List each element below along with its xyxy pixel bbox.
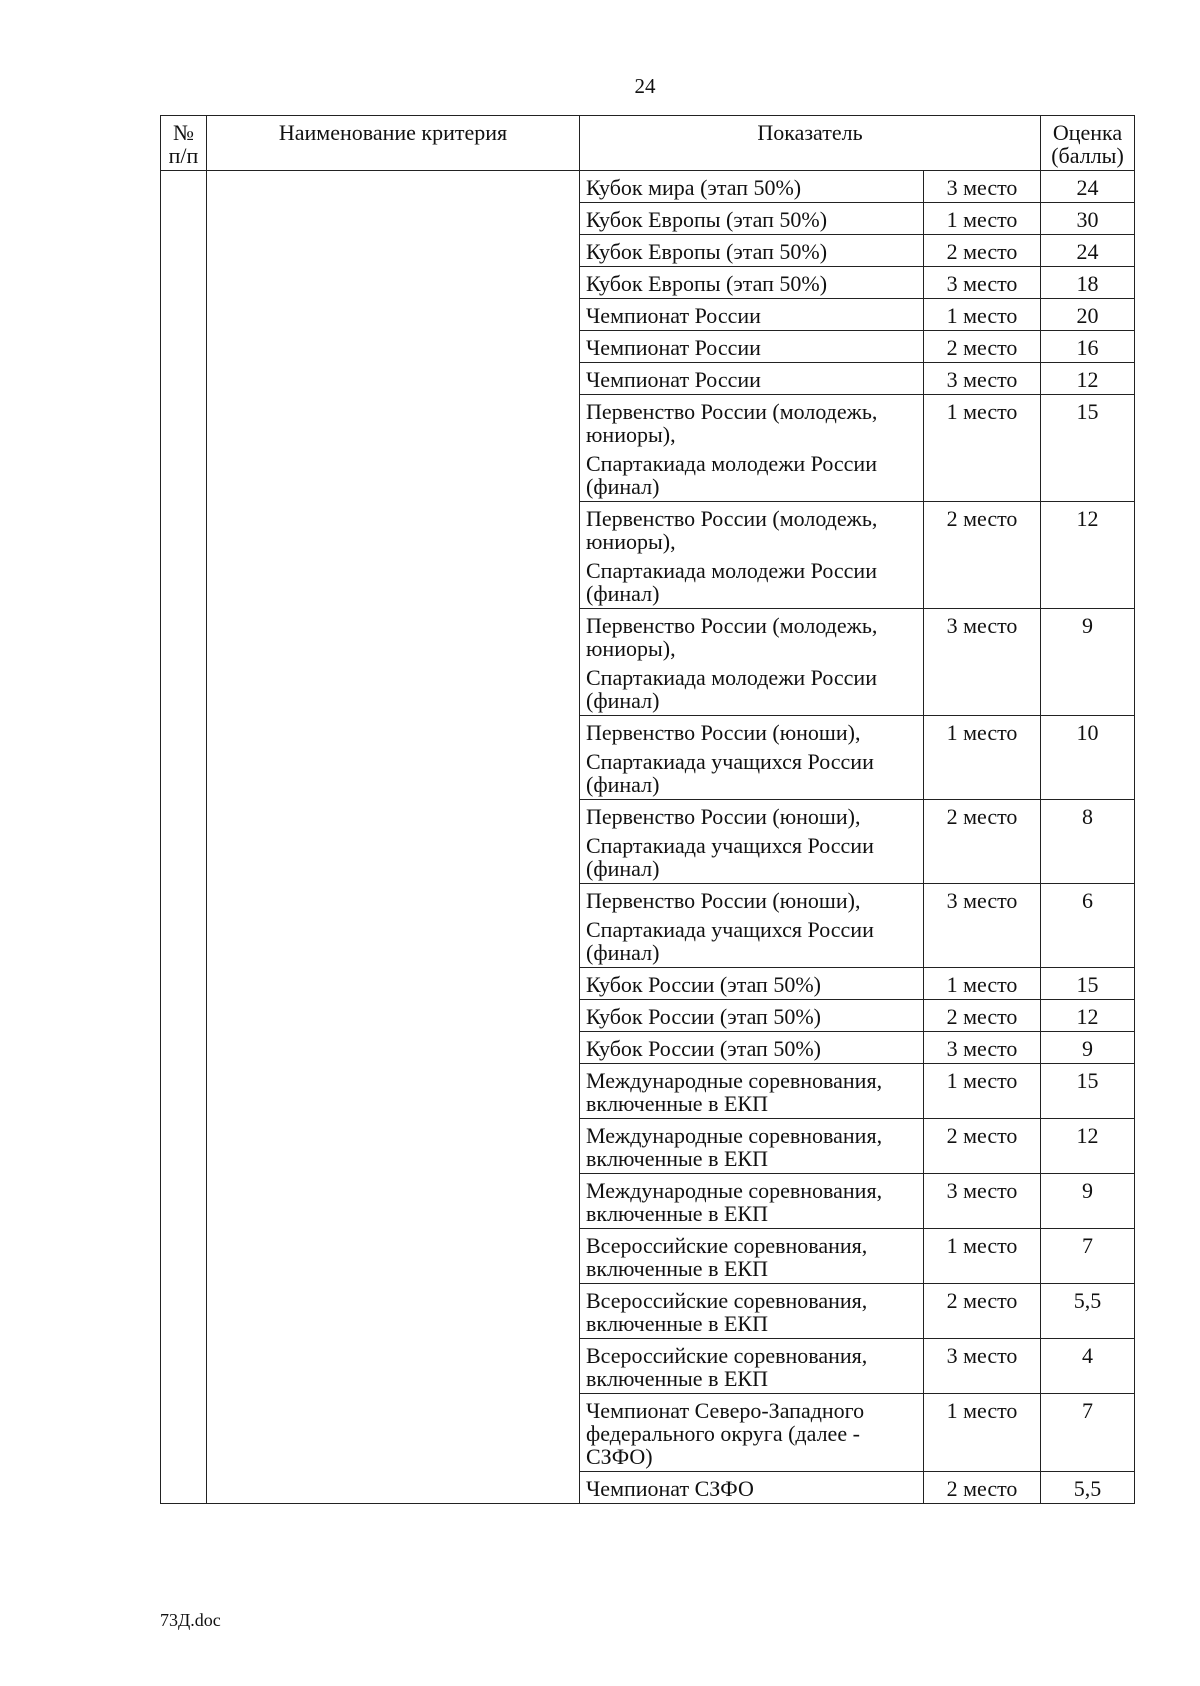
place-cell: 2 место xyxy=(924,235,1041,267)
indicator-cell xyxy=(580,267,924,299)
indicator-cell xyxy=(580,1032,924,1064)
indicator-text: Спартакиада учащихся России (финал) xyxy=(586,917,874,965)
score-cell: 12 xyxy=(1041,502,1135,609)
indicator-text: Чемпионат России xyxy=(586,367,761,392)
indicator-cell xyxy=(580,1174,924,1229)
indicator-cell xyxy=(580,1394,924,1472)
indicator-text: Первенство России (молодежь, юниоры), xyxy=(586,506,878,554)
place-cell: 3 место xyxy=(924,267,1041,299)
indicator-cell xyxy=(580,331,924,363)
header-score-line2: (баллы) xyxy=(1051,143,1124,168)
header-number-line1: № xyxy=(173,120,194,145)
place-cell: 1 место xyxy=(924,1229,1041,1284)
indicator-text: Кубок России (этап 50%) xyxy=(586,972,821,997)
criteria-table xyxy=(160,115,1135,1504)
place-cell: 3 место xyxy=(924,609,1041,716)
indicator-text: Первенство России (юноши), xyxy=(586,804,861,829)
place-cell: 3 место xyxy=(924,363,1041,395)
indicator-text: Спартакиада молодежи России (финал) xyxy=(586,665,877,713)
indicator-cell xyxy=(580,1339,924,1394)
header-number-line2: п/п xyxy=(168,143,199,168)
indicator-cell xyxy=(580,1284,924,1339)
score-cell: 5,5 xyxy=(1041,1284,1135,1339)
indicator-cell xyxy=(580,1000,924,1032)
score-cell: 9 xyxy=(1041,1174,1135,1229)
score-cell: 6 xyxy=(1041,884,1135,968)
score-cell: 4 xyxy=(1041,1339,1135,1394)
indicator-cell xyxy=(580,171,924,203)
criterion-cell xyxy=(207,171,580,1504)
place-cell: 3 место xyxy=(924,1339,1041,1394)
indicator-text: Чемпионат Северо-Западного федерального округа (далее - СЗФО) xyxy=(586,1398,865,1469)
place-cell: 2 место xyxy=(924,800,1041,884)
score-cell: 20 xyxy=(1041,299,1135,331)
place-cell: 1 место xyxy=(924,968,1041,1000)
indicator-text: Всероссийские соревнования, включенные в ЕКП xyxy=(586,1233,868,1281)
indicator-text: Спартакиада молодежи России (финал) xyxy=(586,558,877,606)
score-cell: 10 xyxy=(1041,716,1135,800)
indicator-cell xyxy=(580,884,924,968)
number-cell xyxy=(161,171,207,1504)
indicator-text: Спартакиада учащихся России (финал) xyxy=(586,833,874,881)
indicator-text: Первенство России (юноши), xyxy=(586,888,861,913)
score-cell: 7 xyxy=(1041,1394,1135,1472)
place-cell: 2 место xyxy=(924,1000,1041,1032)
indicator-cell xyxy=(580,299,924,331)
score-cell: 18 xyxy=(1041,267,1135,299)
score-cell: 24 xyxy=(1041,235,1135,267)
indicator-text: Кубок мира (этап 50%) xyxy=(586,175,802,200)
score-cell: 9 xyxy=(1041,609,1135,716)
indicator-cell xyxy=(580,363,924,395)
indicator-cell xyxy=(580,235,924,267)
place-cell: 2 место xyxy=(924,1119,1041,1174)
indicator-text: Кубок Европы (этап 50%) xyxy=(586,207,828,232)
score-cell: 15 xyxy=(1041,395,1135,502)
indicator-text: Кубок России (этап 50%) xyxy=(586,1004,821,1029)
indicator-text: Спартакиада молодежи России (финал) xyxy=(586,451,877,499)
indicator-text: Кубок Европы (этап 50%) xyxy=(586,271,828,296)
indicator-text: Первенство России (юноши), xyxy=(586,720,861,745)
indicator-text: Чемпионат СЗФО xyxy=(586,1476,754,1501)
place-cell: 3 место xyxy=(924,1032,1041,1064)
indicator-cell xyxy=(580,1064,924,1119)
score-cell: 12 xyxy=(1041,1119,1135,1174)
footer-filename: 73Д.doc xyxy=(160,1610,221,1630)
indicator-cell xyxy=(580,203,924,235)
score-cell: 15 xyxy=(1041,1064,1135,1119)
place-cell: 2 место xyxy=(924,1284,1041,1339)
indicator-text: Всероссийские соревнования, включенные в ЕКП xyxy=(586,1288,868,1336)
table-body xyxy=(161,171,1135,1504)
indicator-text: Международные соревнования, включенные в ЕКП xyxy=(586,1178,883,1226)
header-score xyxy=(1041,116,1135,171)
header-indicator: Показатель xyxy=(580,116,1041,171)
indicator-cell xyxy=(580,395,924,502)
indicator-text: Чемпионат России xyxy=(586,303,761,328)
indicator-cell xyxy=(580,1119,924,1174)
indicator-cell xyxy=(580,609,924,716)
score-cell: 24 xyxy=(1041,171,1135,203)
place-cell: 1 место xyxy=(924,299,1041,331)
table-header-row xyxy=(161,116,1135,171)
indicator-text: Чемпионат России xyxy=(586,335,761,360)
place-cell: 3 место xyxy=(924,884,1041,968)
indicator-text: Международные соревнования, включенные в ЕКП xyxy=(586,1123,883,1171)
place-cell: 1 место xyxy=(924,203,1041,235)
indicator-text: Спартакиада учащихся России (финал) xyxy=(586,749,874,797)
header-number xyxy=(161,116,207,171)
score-cell: 15 xyxy=(1041,968,1135,1000)
indicator-text: Международные соревнования, включенные в ЕКП xyxy=(586,1068,883,1116)
indicator-cell xyxy=(580,716,924,800)
header-score-line1: Оценка xyxy=(1052,120,1123,145)
score-cell: 12 xyxy=(1041,363,1135,395)
score-cell: 9 xyxy=(1041,1032,1135,1064)
place-cell: 1 место xyxy=(924,395,1041,502)
indicator-text: Первенство России (молодежь, юниоры), xyxy=(586,613,878,661)
score-cell: 8 xyxy=(1041,800,1135,884)
score-cell: 16 xyxy=(1041,331,1135,363)
indicator-text: Всероссийские соревнования, включенные в ЕКП xyxy=(586,1343,868,1391)
indicator-cell xyxy=(580,1229,924,1284)
place-cell: 2 место xyxy=(924,502,1041,609)
place-cell: 2 место xyxy=(924,331,1041,363)
indicator-text: Кубок России (этап 50%) xyxy=(586,1036,821,1061)
place-cell: 3 место xyxy=(924,171,1041,203)
indicator-text: Кубок Европы (этап 50%) xyxy=(586,239,828,264)
header-criterion: Наименование критерия xyxy=(207,116,580,171)
indicator-cell xyxy=(580,1472,924,1504)
score-cell: 7 xyxy=(1041,1229,1135,1284)
table-row xyxy=(161,171,1135,203)
place-cell: 1 место xyxy=(924,716,1041,800)
indicator-cell xyxy=(580,968,924,1000)
indicator-cell xyxy=(580,800,924,884)
indicator-cell xyxy=(580,502,924,609)
indicator-text: Первенство России (молодежь, юниоры), xyxy=(586,399,878,447)
place-cell: 3 место xyxy=(924,1174,1041,1229)
score-cell: 12 xyxy=(1041,1000,1135,1032)
page-number: 24 xyxy=(634,74,656,98)
score-cell: 5,5 xyxy=(1041,1472,1135,1504)
place-cell: 1 место xyxy=(924,1394,1041,1472)
place-cell: 1 место xyxy=(924,1064,1041,1119)
score-cell: 30 xyxy=(1041,203,1135,235)
place-cell: 2 место xyxy=(924,1472,1041,1504)
